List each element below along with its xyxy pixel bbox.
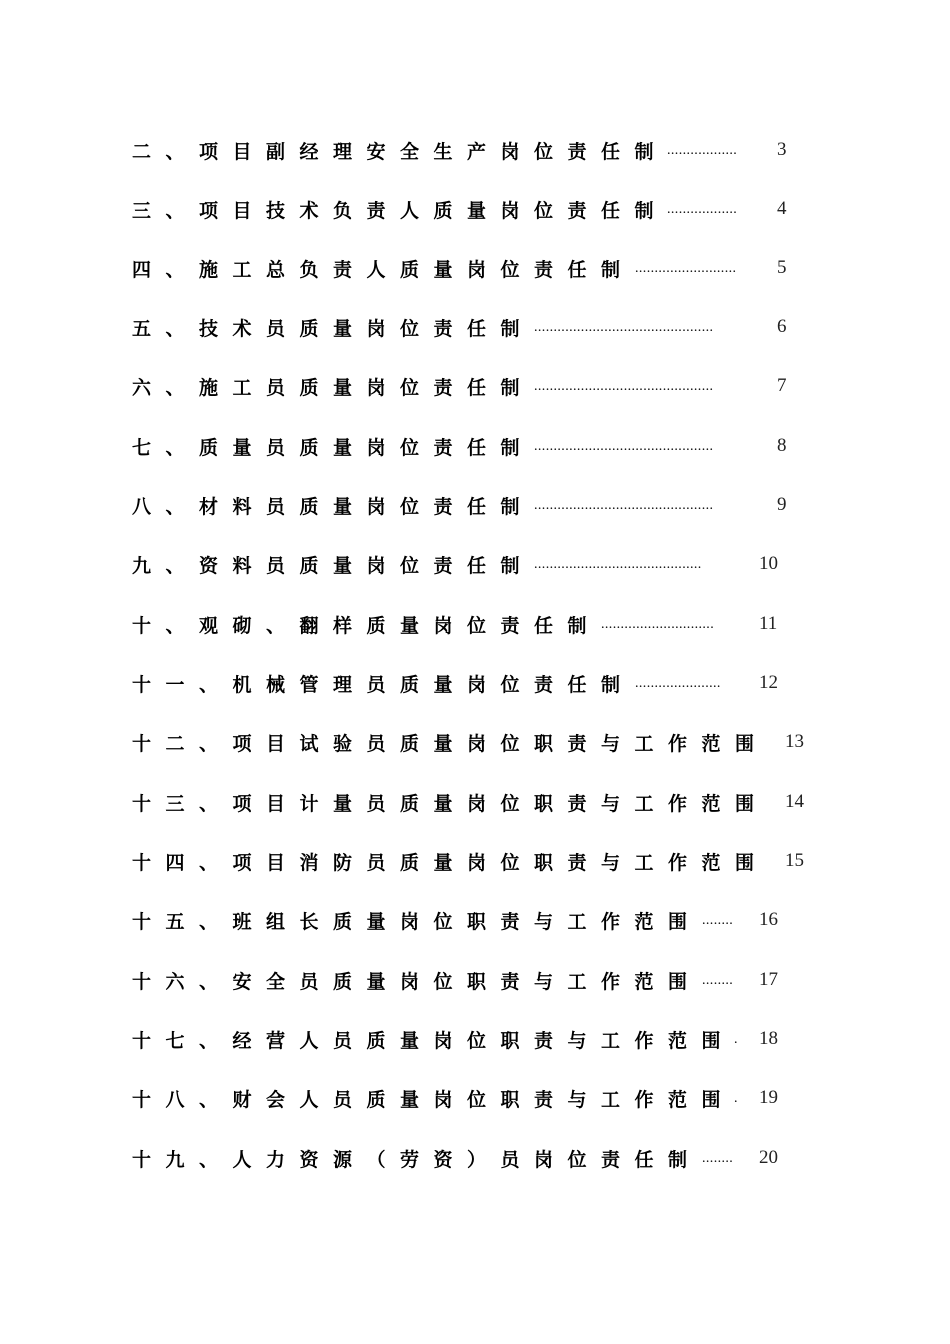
toc-entry-title: 十六、安全员质量岗位职责与工作范围 — [132, 970, 702, 993]
toc-page-number: 20 — [759, 1147, 778, 1168]
toc-entry-title: 九、资料员质量岗位责任制 — [132, 554, 535, 577]
toc-entry[interactable] — [132, 549, 778, 579]
toc-page-number: 10 — [759, 553, 778, 574]
toc-entry[interactable] — [132, 668, 778, 698]
toc-entry-title: 六、施工员质量岗位责任制 — [132, 376, 535, 399]
toc-dot-leader: .................. — [667, 203, 738, 217]
toc-dot-leader: .......................... — [635, 262, 737, 276]
toc-page-number: 7 — [777, 375, 787, 396]
toc-dot-leader: ........................................... — [534, 558, 702, 572]
toc-page-number: 5 — [777, 257, 787, 278]
toc-dot-leader: . — [734, 1033, 738, 1047]
toc-page-number: 15 — [785, 850, 804, 871]
toc-page-number: 14 — [785, 791, 804, 812]
toc-entry-title: 三、项目技术负责人质量岗位责任制 — [132, 199, 669, 222]
toc-dot-leader: .............................................. — [534, 499, 714, 513]
toc-dot-leader: .............................................. — [534, 321, 714, 335]
toc-entry[interactable] — [132, 490, 787, 520]
toc-entry[interactable] — [132, 253, 787, 283]
toc-dot-leader: .................. — [667, 144, 738, 158]
toc-entry-title: 十、观砌、翻样质量岗位责任制 — [132, 614, 602, 637]
toc-entry-title: 十三、项目计量员质量岗位职责与工作范围 — [132, 792, 769, 815]
toc-dot-leader: ........ — [702, 974, 734, 988]
toc-entry-title: 二、项目副经理安全生产岗位责任制 — [132, 140, 669, 163]
toc-entry-title: 十八、财会人员质量岗位职责与工作范围 — [132, 1088, 736, 1111]
toc-entry[interactable] — [132, 905, 778, 935]
toc-entry[interactable] — [132, 787, 804, 817]
toc-entry-title: 八、材料员质量岗位责任制 — [132, 495, 535, 518]
toc-page-number: 11 — [759, 613, 778, 634]
toc-page-number: 13 — [785, 731, 804, 752]
toc-dot-leader: ........ — [702, 1152, 734, 1166]
toc-page-number: 19 — [759, 1087, 778, 1108]
toc-dot-leader: .............................................. — [534, 380, 714, 394]
toc-page-number: 16 — [759, 909, 778, 930]
toc-page-number: 18 — [759, 1028, 778, 1049]
toc-entry-title: 五、技术员质量岗位责任制 — [132, 317, 535, 340]
toc-entry[interactable] — [132, 431, 787, 461]
toc-page-number: 4 — [777, 198, 787, 219]
toc-dot-leader: ............................. — [601, 618, 715, 632]
toc-page-number: 17 — [759, 969, 778, 990]
toc-entry[interactable] — [132, 1024, 778, 1054]
toc-entry-title: 十二、项目试验员质量岗位职责与工作范围 — [132, 732, 769, 755]
toc-entry-title: 十九、人力资源（劳资）员岗位责任制 — [132, 1148, 702, 1171]
toc-entry-title: 十四、项目消防员质量岗位职责与工作范围 — [132, 851, 769, 874]
toc-dot-leader: ...................... — [635, 677, 721, 691]
toc-dot-leader: .............................................. — [534, 440, 714, 454]
toc-dot-leader: . — [734, 1092, 738, 1106]
toc-entry-title: 十一、机械管理员质量岗位责任制 — [132, 673, 635, 696]
toc-entry[interactable] — [132, 1083, 778, 1113]
toc-entry[interactable] — [132, 846, 804, 876]
toc-page-number: 6 — [777, 316, 787, 337]
toc-page-number: 3 — [777, 139, 787, 160]
toc-entry[interactable] — [132, 609, 778, 639]
toc-entry[interactable] — [132, 135, 787, 165]
toc-page-number: 12 — [759, 672, 778, 693]
toc-entry[interactable] — [132, 194, 787, 224]
toc-page-number: 8 — [777, 435, 787, 456]
toc-entry[interactable] — [132, 727, 804, 757]
toc-entry[interactable] — [132, 312, 787, 342]
toc-entry-title: 十七、经营人员质量岗位职责与工作范围 — [132, 1029, 736, 1052]
toc-page-number: 9 — [777, 494, 787, 515]
toc-entry-title: 十五、班组长质量岗位职责与工作范围 — [132, 910, 702, 933]
toc-entry[interactable] — [132, 371, 787, 401]
toc-entry-title: 七、质量员质量岗位责任制 — [132, 436, 535, 459]
toc-entry-title: 四、施工总负责人质量岗位责任制 — [132, 258, 635, 281]
toc-dot-leader: ........ — [702, 914, 734, 928]
toc-entry[interactable] — [132, 965, 778, 995]
toc-entry[interactable] — [132, 1143, 778, 1173]
